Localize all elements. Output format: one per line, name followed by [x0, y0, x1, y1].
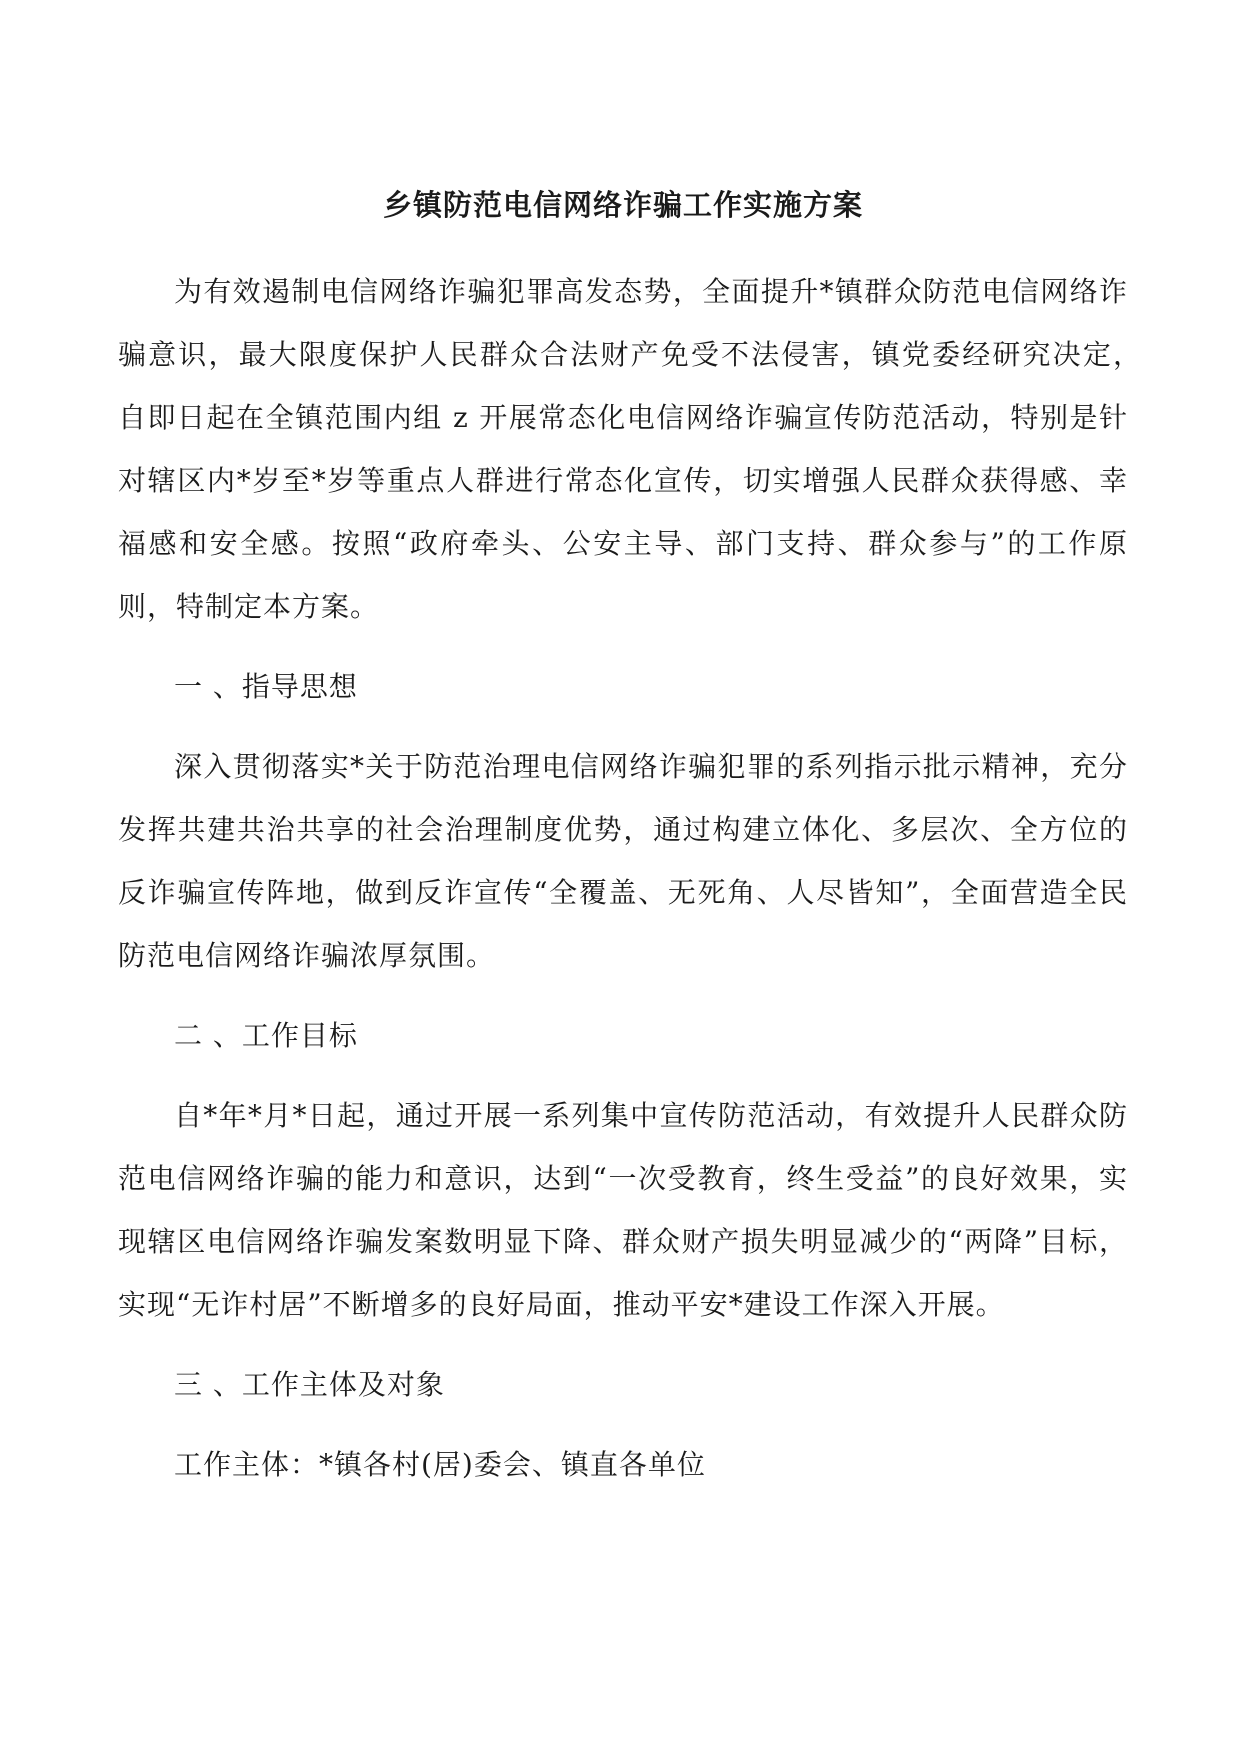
section-body-work-subjects: 工作主体：*镇各村(居)委会、镇直各单位: [174, 1448, 706, 1481]
section-body-work-goals: 自*年*月*日起，通过开展一系列集中宣传防范活动，有效提升人民群众防范电信网络诈骗的能力和意识，达到“一次受教育，终生受益”的良好效果，实现辖区电信网络诈骗发案数明显下降、群众财产损失明显减少的“两降”目标，实现“无诈村居”不断增多的良好局面，推动平安*建设工作深入开展。: [118, 1099, 1128, 1321]
section-heading-guiding-ideology: 一 、指导思想: [174, 670, 358, 703]
section-heading-work-subjects: 三 、工作主体及对象: [174, 1368, 445, 1401]
intro-paragraph: 为有效遏制电信网络诈骗犯罪高发态势，全面提升*镇群众防范电信网络诈骗意识，最大限度保护人民群众合法财产免受不法侵害，镇党委经研究决定， 自即日起在全镇范围内组 z 开展常态化电信网络诈骗宣传防范活动，特别是针对辖区内*岁至*岁等重点人群进行常态化宣传，切实增强人民群众获得感、幸福感和安全感。按照“政府牵头、公安主导、部门支持、群众参与”的工作原则，特制定本方案。: [118, 275, 1158, 623]
document-page: [118, 170, 1158, 1496]
section-body-guiding-ideology: 深入贯彻落实*关于防范治理电信网络诈骗犯罪的系列指示批示精神，充分发挥共建共治共享的社会治理制度优势，通过构建立体化、多层次、全方位的反诈骗宣传阵地，做到反诈宣传“全覆盖、无死角、人尽皆知”，全面营造全民防范电信网络诈骗浓厚氛围。: [118, 750, 1128, 972]
section-heading-work-goals: 二 、工作目标: [174, 1019, 358, 1052]
document-title: 乡镇防范电信网络诈骗工作实施方案: [382, 188, 863, 222]
